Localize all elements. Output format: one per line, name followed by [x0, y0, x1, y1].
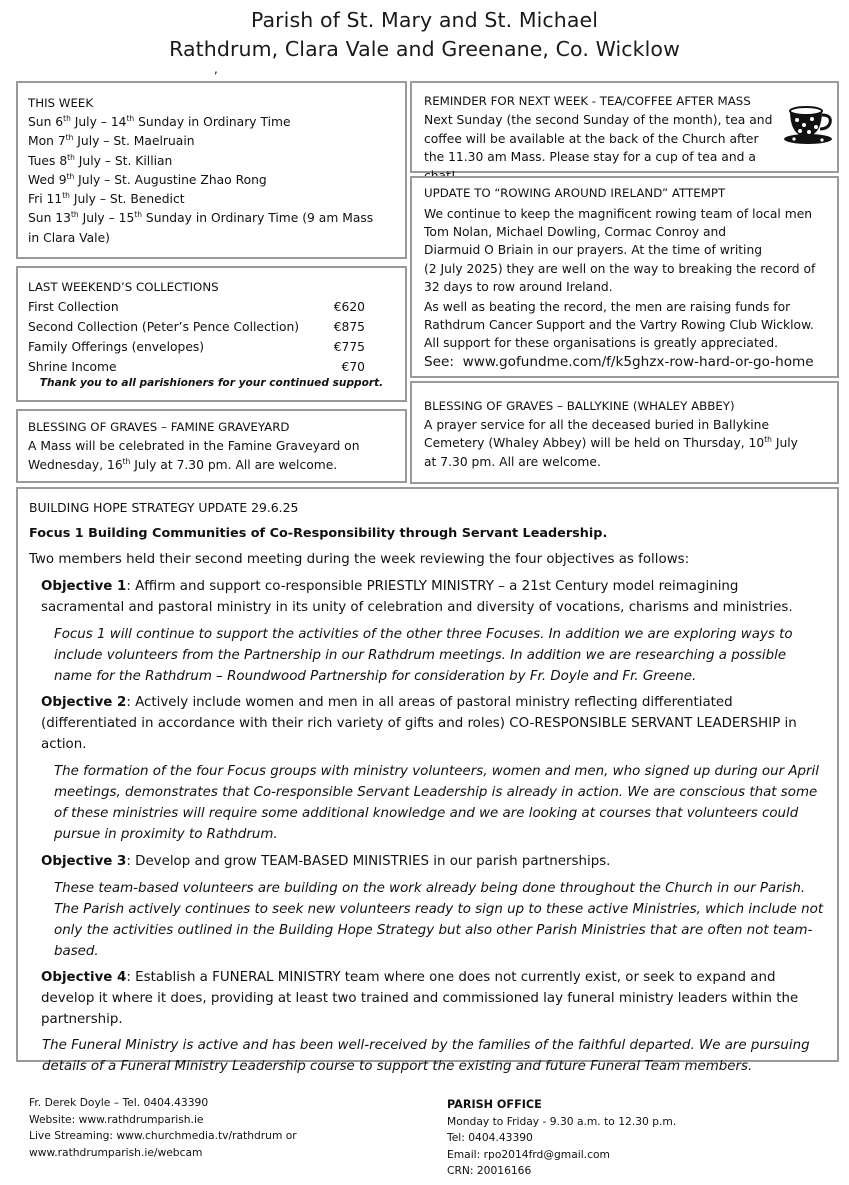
objective-4-note: The Funeral Ministry is active and has been well-received by the families of the faithful departed. We are pursuing details of a Funeral Ministry Leadership course to support the existing and future Funeral Team members. [42, 1038, 810, 1074]
building-hope-content [29, 497, 825, 1077]
ballykine-text: A prayer service for all the deceased buried in Ballykine Cemetery (Whaley Abbey) will be held on Thursday, 10th July [424, 418, 798, 451]
rowing-line: Diarmuid O Briain in our prayers. At the time of writing [424, 243, 763, 258]
parish-office [447, 1097, 676, 1180]
collections-heading: LAST WEEKEND’S COLLECTIONS [28, 280, 219, 294]
famine-text: A Mass will be celebrated in the Famine Graveyard on Wednesday, 16th July at 7.30 pm. All are welcome. [28, 439, 360, 472]
collection-row: Second Collection (Peter’s Pence Collection) €875 [28, 320, 365, 334]
ballykine-box [410, 381, 839, 484]
rowing-line: We continue to keep the magnificent rowing team of local men [424, 207, 813, 221]
teacup-icon [782, 103, 834, 145]
this-week-heading: THIS WEEK [28, 96, 94, 110]
famine-heading: BLESSING OF GRAVES – FAMINE GRAVEYARD [28, 420, 290, 434]
priest-contact: Fr. Derek Doyle – Tel. 0404.43390 [29, 1096, 209, 1109]
this-week-item: Sun 13th July – 15th Sunday in Ordinary Time (9 am Mass in Clara Vale) [28, 210, 374, 245]
objective-4: Objective 4: Establish a FUNERAL MINISTRY team where one does not currently exist, or seek to expand and develop it where it does, providing at least two trained and commissioned lay funeral ministry leaders within the partnership. [41, 970, 799, 1027]
collections-box [16, 266, 407, 402]
objective-1-note: Focus 1 will continue to support the activities of the other three Focuses. In addition we are exploring ways to include volunteers from the Partnership in our Rathdrum meetings. In addition we are researching a possible name for the Rathdrum – Roundwood Partnership for consideration by Fr. Doyle and Fr. Greene. [54, 627, 793, 684]
tea-coffee-box [410, 81, 839, 173]
office-tel: Tel: 0404.43390 [447, 1131, 533, 1144]
website-link[interactable]: Website: www.rathdrumparish.ie [29, 1112, 204, 1126]
collection-row: First Collection €620 [28, 300, 365, 314]
this-week-item: Wed 9th July – St. Augustine Zhao Rong [28, 171, 267, 187]
rowing-line: (2 July 2025) they are well on the way to breaking the record of [424, 261, 816, 276]
reminder-text: Next Sunday (the second Sunday of the month), tea and coffee will be available at the back of the Church after the 11.30 am Mass. Please stay for a cup of tea and a [424, 113, 773, 165]
objective-3: Objective 3: Develop and grow TEAM-BASED MINISTRIES in our parish partnerships. [41, 854, 611, 869]
parish-title: Parish of St. Mary and St. Michael [250, 8, 599, 32]
objective-2: Objective 2: Actively include women and men in all areas of pastoral ministry reflecting differentiated (differentiated in accordance with their rich variety of gifts and roles) CO-RESPONSIBLE SERVANT LEADERSHIP in action. [41, 695, 797, 752]
collection-row: Shrine Income €70 [28, 360, 365, 374]
rowing-line: Tom Nolan, Michael Dowling, Cormac Conroy and [424, 225, 727, 240]
rowing-box [410, 176, 839, 378]
ballykine-heading: BLESSING OF GRAVES – BALLYKINE (WHALEY ABBEY) [424, 399, 735, 413]
this-week-item: Fri 11th July – St. Benedict [28, 191, 185, 207]
office-email[interactable]: Email: rpo2014frd@gmail.com [447, 1147, 610, 1161]
focus-heading: Focus 1 Building Communities of Co-Responsibility through Servant Leadership. [29, 526, 608, 541]
reminder-heading: REMINDER FOR NEXT WEEK - TEA/COFFEE AFTER MASS [424, 94, 751, 108]
gofundme-link[interactable]: www.gofundme.com/f/k5ghzx-row-hard-or-go-home [462, 353, 814, 370]
live-streaming-link[interactable]: Live Streaming: www.churchmedia.tv/rathdrum or [29, 1129, 297, 1142]
building-hope-heading: BUILDING HOPE STRATEGY UPDATE 29.6.25 [29, 500, 299, 515]
ballykine-time: at 7.30 pm. All are welcome. [424, 454, 601, 469]
this-week-item: Sun 6th July – 14th Sunday in Ordinary Time [28, 113, 291, 129]
objective-3-note: These team-based volunteers are building on the work already being done throughout the Church in our Parish. The Parish actively continues to seek new volunteers ready to sign up to these active Ministries, which include not only the activities outlined in the Building Hope Strategy but also other Parish Ministries that are often not team-based. [54, 881, 824, 959]
footer-contact [29, 1095, 297, 1161]
building-hope-intro: Two members held their second meeting during the week reviewing the four objectives as follows: [29, 552, 690, 567]
office-crn: CRN: 20016166 [447, 1164, 532, 1177]
collection-row: Family Offerings (envelopes) €775 [28, 340, 365, 354]
objective-2-note: The formation of the four Focus groups with ministry volunteers, women and men, who signed up during our April meetings, demonstrates that Co-responsible Servant Leadership is already in action. We are conscious that some of these ministries will require some additional knowledge and we are looking at courses that volunteers could pursue in proximity to Rathdrum. [54, 764, 819, 842]
rowing-line: Rathdrum Cancer Support and the Vartry Rowing Club Wicklow. [424, 318, 814, 333]
parish-office-heading: PARISH OFFICE [447, 1098, 542, 1111]
this-week-item: Mon 7th July – St. Maelruain [28, 133, 195, 149]
rowing-see: See: www.gofundme.com/f/k5ghzx-row-hard-or-go-home [424, 353, 814, 370]
office-hours: Monday to Friday - 9.30 a.m. to 12.30 p.m. [447, 1114, 677, 1128]
this-week-box [16, 81, 407, 259]
rowing-line: All support for these organisations is greatly appreciated. [424, 336, 779, 351]
rowing-line: 32 days to row around Ireland. [424, 279, 613, 294]
rowing-line: As well as beating the record, the men are raising funds for [424, 300, 791, 315]
famine-graveyard-box [16, 409, 407, 483]
objective-1: Objective 1: Affirm and support co-responsible PRIESTLY MINISTRY – a 21st Century model reimagining sacramental and pastoral ministry in its unity of celebration and diversity of vocations, charisms and ministries. [41, 579, 793, 615]
webcam-link[interactable]: www.rathdrumparish.ie/webcam [29, 1145, 203, 1159]
collections-thanks: Thank you to all parishioners for your continued support. [39, 377, 384, 389]
parish-subtitle: Rathdrum, Clara Vale and Greenane, Co. Wicklow [169, 37, 680, 61]
rowing-heading: UPDATE TO “ROWING AROUND IRELAND” ATTEMPT [424, 186, 726, 200]
stray-mark: , [214, 62, 218, 76]
this-week-item: Tues 8th July – St. Killian [28, 152, 173, 168]
